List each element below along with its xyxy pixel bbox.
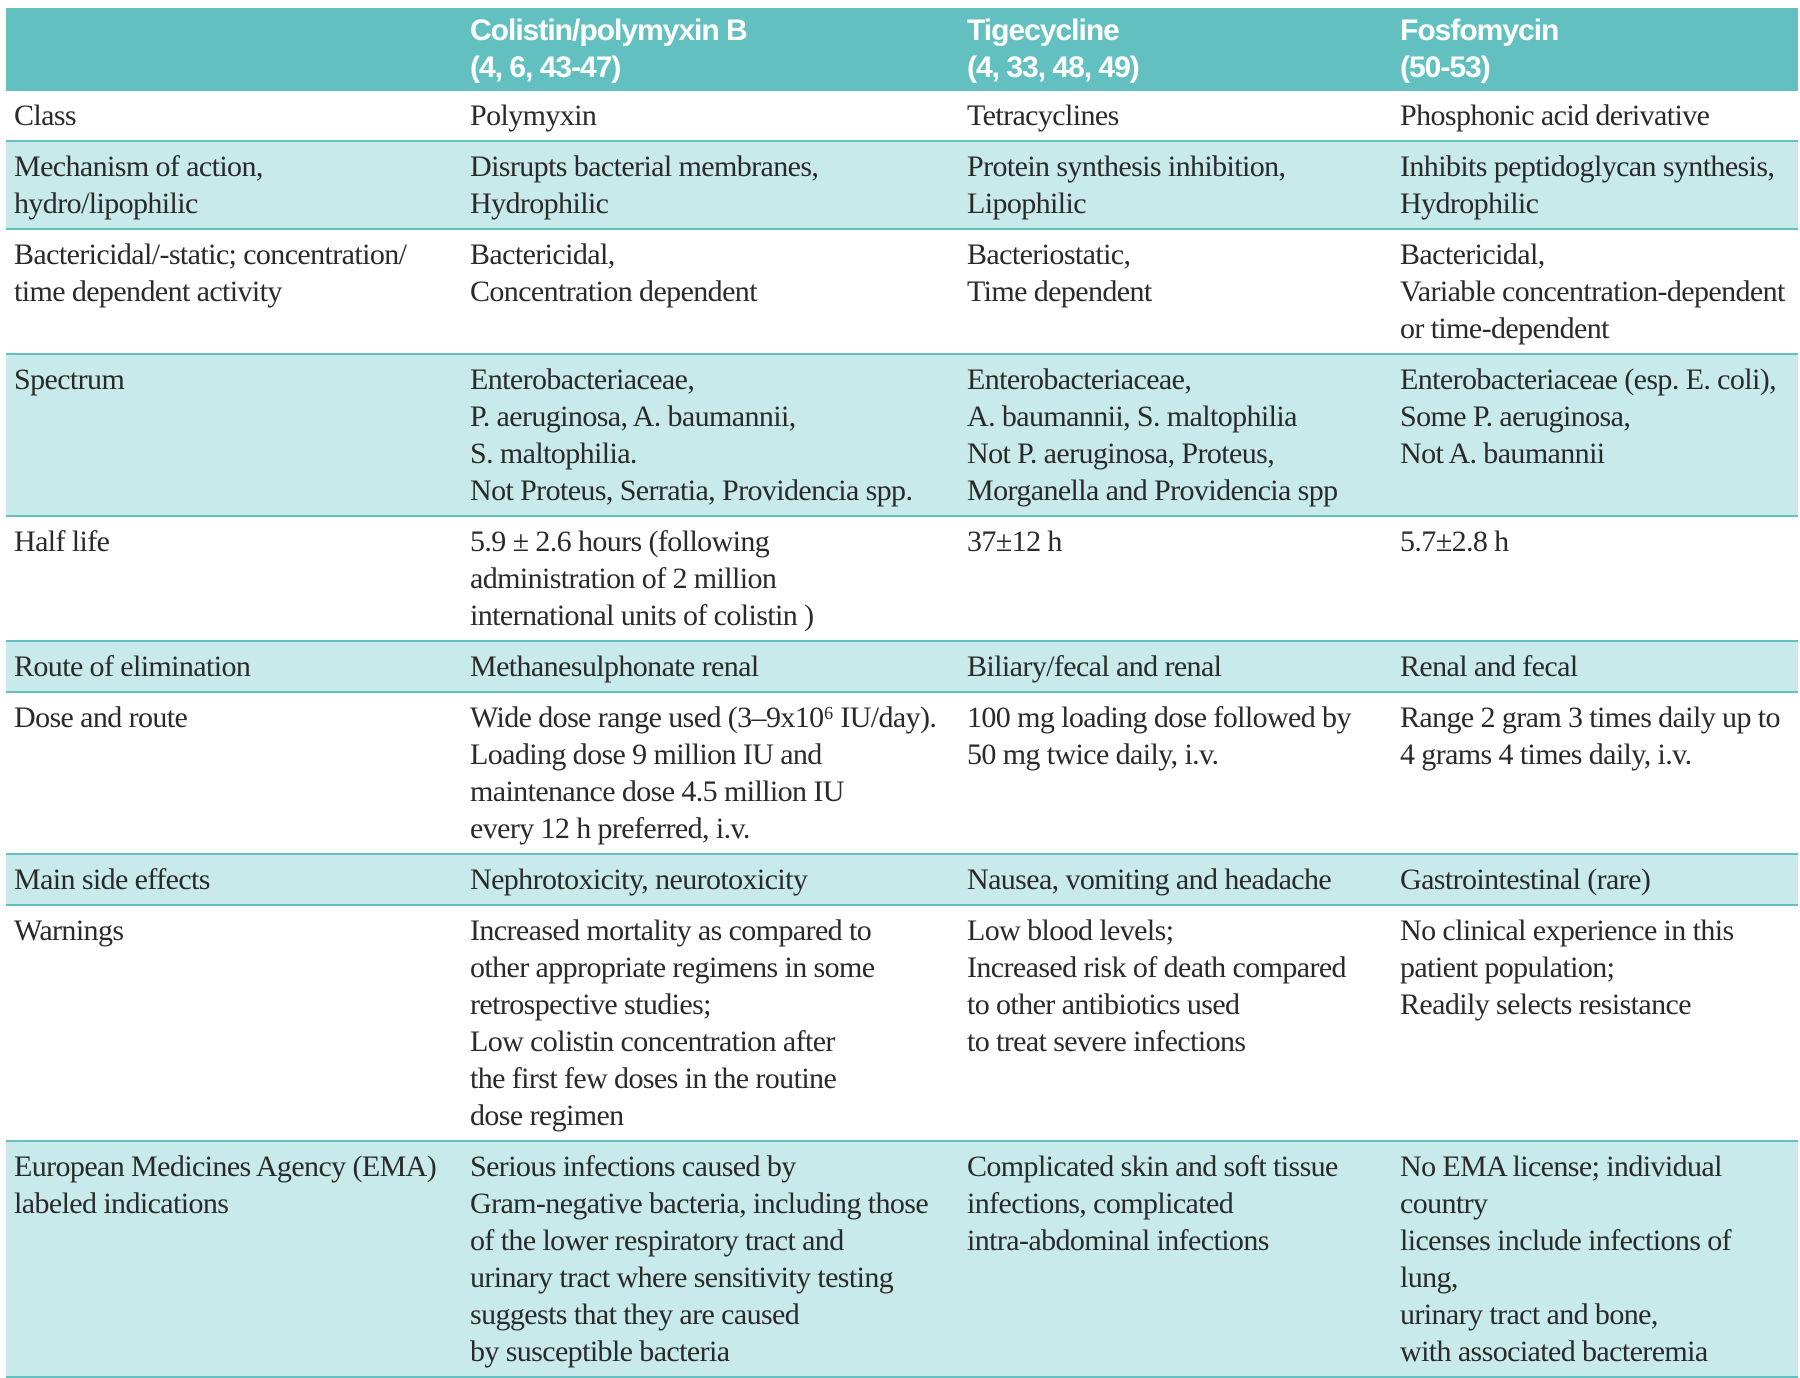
cell-fosfomycin (1394, 91, 1798, 141)
cell-fosfomycin (1394, 905, 1798, 1141)
cell-line: Not A. baumannii (1400, 437, 1605, 470)
cell-line: 50 mg twice daily, i.v. (967, 738, 1219, 771)
cell-line: Wide dose range used (3–9x10⁶ IU/day). (470, 701, 937, 734)
cell-line: Mechanism of action, (14, 150, 263, 183)
cell-line: Disrupts bacterial membranes, (470, 150, 819, 183)
cell-tigecycline (961, 229, 1394, 354)
cell-line: Bacteriostatic, (967, 238, 1131, 271)
cell-colistin (464, 91, 961, 141)
cell-line: European Medicines Agency (EMA) (14, 1150, 437, 1183)
cell-colistin (464, 692, 961, 854)
cell-line: 5.9 ± 2.6 hours (following (470, 525, 770, 558)
cell-line: Not P. aeruginosa, Proteus, (967, 437, 1275, 470)
cell-line: Lipophilic (967, 187, 1086, 220)
cell-line: retrospective studies; (470, 988, 711, 1021)
cell-colistin (464, 354, 961, 516)
header-corner (6, 8, 464, 91)
cell-line: labeled indications (14, 1187, 229, 1220)
antibiotic-comparison-table (6, 8, 1798, 1378)
cell-line: Hydrophilic (1400, 187, 1539, 220)
cell-line: Nephrotoxicity, neurotoxicity (470, 863, 808, 896)
cell-line: Route of elimination (14, 650, 251, 683)
cell-line: infections, complicated (967, 1187, 1234, 1220)
cell-line: Main side effects (14, 863, 210, 896)
cell-colistin (464, 1141, 961, 1377)
drug-name: Colistin/polymyxin B (470, 14, 747, 47)
table-row (6, 91, 1798, 141)
cell-tigecycline (961, 905, 1394, 1141)
cell-fosfomycin (1394, 1141, 1798, 1377)
cell-line: Phosphonic acid derivative (1400, 99, 1710, 132)
cell-line: S. maltophilia. (470, 437, 637, 470)
table-row (6, 1141, 1798, 1377)
row-label (6, 354, 464, 516)
cell-line: Time dependent (967, 275, 1152, 308)
row-label (6, 692, 464, 854)
cell-line: Tetracyclines (967, 99, 1119, 132)
cell-line: administration of 2 million (470, 562, 777, 595)
cell-line: Bactericidal, (1400, 238, 1545, 271)
cell-fosfomycin (1394, 229, 1798, 354)
cell-fosfomycin (1394, 641, 1798, 692)
cell-line: Polymyxin (470, 99, 597, 132)
cell-line: Not Proteus, Serratia, Providencia spp. (470, 474, 913, 507)
cell-line: Bactericidal, (470, 238, 615, 271)
row-label (6, 905, 464, 1141)
cell-colistin (464, 141, 961, 229)
cell-line: Enterobacteriaceae, (967, 363, 1192, 396)
cell-tigecycline (961, 692, 1394, 854)
cell-line: No EMA license; individual country (1400, 1150, 1722, 1220)
drug-name: Fosfomycin (1400, 14, 1559, 47)
cell-line: 100 mg loading dose followed by (967, 701, 1351, 734)
cell-line: Range 2 gram 3 times daily up to (1400, 701, 1780, 734)
cell-line: P. aeruginosa, A. baumannii, (470, 400, 796, 433)
cell-line: Increased risk of death compared (967, 951, 1346, 984)
cell-tigecycline (961, 516, 1394, 641)
cell-line: Half life (14, 525, 110, 558)
cell-line: Enterobacteriaceae (esp. E. coli), (1400, 363, 1777, 396)
cell-line: Inhibits peptidoglycan synthesis, (1400, 150, 1775, 183)
cell-line: urinary tract where sensitivity testing (470, 1261, 894, 1294)
cell-line: Gastrointestinal (rare) (1400, 863, 1651, 896)
header-row (6, 8, 1798, 91)
cell-line: international units of colistin ) (470, 599, 814, 632)
cell-line: dose regimen (470, 1099, 624, 1132)
row-label (6, 91, 464, 141)
cell-colistin (464, 854, 961, 905)
cell-line: to treat severe infections (967, 1025, 1246, 1058)
cell-line: by susceptible bacteria (470, 1335, 730, 1368)
cell-line: every 12 h preferred, i.v. (470, 812, 750, 845)
cell-colistin (464, 229, 961, 354)
cell-tigecycline (961, 91, 1394, 141)
cell-line: Enterobacteriaceae, (470, 363, 695, 396)
table-row (6, 516, 1798, 641)
cell-fosfomycin (1394, 692, 1798, 854)
cell-line: Dose and route (14, 701, 188, 734)
cell-fosfomycin (1394, 354, 1798, 516)
row-label (6, 1141, 464, 1377)
drug-name: Tigecycline (967, 14, 1119, 47)
cell-line: Readily selects resistance (1400, 988, 1691, 1021)
cell-line: of the lower respiratory tract and (470, 1224, 844, 1257)
cell-tigecycline (961, 141, 1394, 229)
cell-line: the first few doses in the routine (470, 1062, 837, 1095)
cell-line: A. baumannii, S. maltophilia (967, 400, 1297, 433)
cell-colistin (464, 905, 961, 1141)
cell-line: 37±12 h (967, 525, 1062, 558)
header-fosfomycin (1394, 8, 1798, 91)
cell-line: 5.7±2.8 h (1400, 525, 1509, 558)
cell-line: urinary tract and bone, (1400, 1298, 1658, 1331)
cell-tigecycline (961, 1141, 1394, 1377)
cell-line: Warnings (14, 914, 124, 947)
cell-line: Complicated skin and soft tissue (967, 1150, 1338, 1183)
cell-line: Hydrophilic (470, 187, 609, 220)
cell-fosfomycin (1394, 854, 1798, 905)
cell-line: Gram-negative bacteria, including those (470, 1187, 929, 1220)
cell-line: hydro/lipophilic (14, 187, 198, 220)
row-label (6, 141, 464, 229)
cell-line: Methanesulphonate renal (470, 650, 759, 683)
cell-line: Some P. aeruginosa, (1400, 400, 1631, 433)
cell-line: Protein synthesis inhibition, (967, 150, 1286, 183)
cell-line: Class (14, 99, 77, 132)
row-label (6, 229, 464, 354)
cell-line: No clinical experience in this (1400, 914, 1734, 947)
row-label (6, 854, 464, 905)
header-colistin (464, 8, 961, 91)
cell-colistin (464, 641, 961, 692)
cell-colistin (464, 516, 961, 641)
table-row (6, 905, 1798, 1141)
table-body (6, 91, 1798, 1377)
cell-line: patient population; (1400, 951, 1615, 984)
table-row (6, 229, 1798, 354)
cell-fosfomycin (1394, 516, 1798, 641)
header-tigecycline (961, 8, 1394, 91)
row-label (6, 516, 464, 641)
cell-line: licenses include infections of lung, (1400, 1224, 1732, 1294)
table-row (6, 854, 1798, 905)
cell-line: Spectrum (14, 363, 125, 396)
cell-line: Serious infections caused by (470, 1150, 796, 1183)
cell-line: Low blood levels; (967, 914, 1174, 947)
cell-line: Nausea, vomiting and headache (967, 863, 1332, 896)
cell-line: maintenance dose 4.5 million IU (470, 775, 844, 808)
table-row (6, 141, 1798, 229)
cell-line: time dependent activity (14, 275, 282, 308)
cell-tigecycline (961, 641, 1394, 692)
drug-refs: (4, 33, 48, 49) (967, 51, 1139, 84)
table-row (6, 354, 1798, 516)
cell-fosfomycin (1394, 141, 1798, 229)
cell-line: Low colistin concentration after (470, 1025, 835, 1058)
drug-refs: (4, 6, 43-47) (470, 51, 621, 84)
table-row (6, 692, 1798, 854)
cell-line: to other antibiotics used (967, 988, 1240, 1021)
cell-tigecycline (961, 354, 1394, 516)
cell-line: Renal and fecal (1400, 650, 1578, 683)
cell-line: Morganella and Providencia spp (967, 474, 1338, 507)
cell-line: suggests that they are caused (470, 1298, 800, 1331)
cell-line: Increased mortality as compared to (470, 914, 872, 947)
row-label (6, 641, 464, 692)
cell-line: intra-abdominal infections (967, 1224, 1269, 1257)
cell-line: Biliary/fecal and renal (967, 650, 1222, 683)
cell-tigecycline (961, 854, 1394, 905)
cell-line: or time-dependent (1400, 312, 1609, 345)
table-row (6, 641, 1798, 692)
cell-line: with associated bacteremia (1400, 1335, 1708, 1368)
cell-line: Loading dose 9 million IU and (470, 738, 822, 771)
cell-line: 4 grams 4 times daily, i.v. (1400, 738, 1692, 771)
cell-line: other appropriate regimens in some (470, 951, 875, 984)
cell-line: Concentration dependent (470, 275, 757, 308)
cell-line: Variable concentration-dependent (1400, 275, 1785, 308)
cell-line: Bactericidal/-static; concentration/ (14, 238, 407, 271)
drug-refs: (50-53) (1400, 51, 1490, 84)
